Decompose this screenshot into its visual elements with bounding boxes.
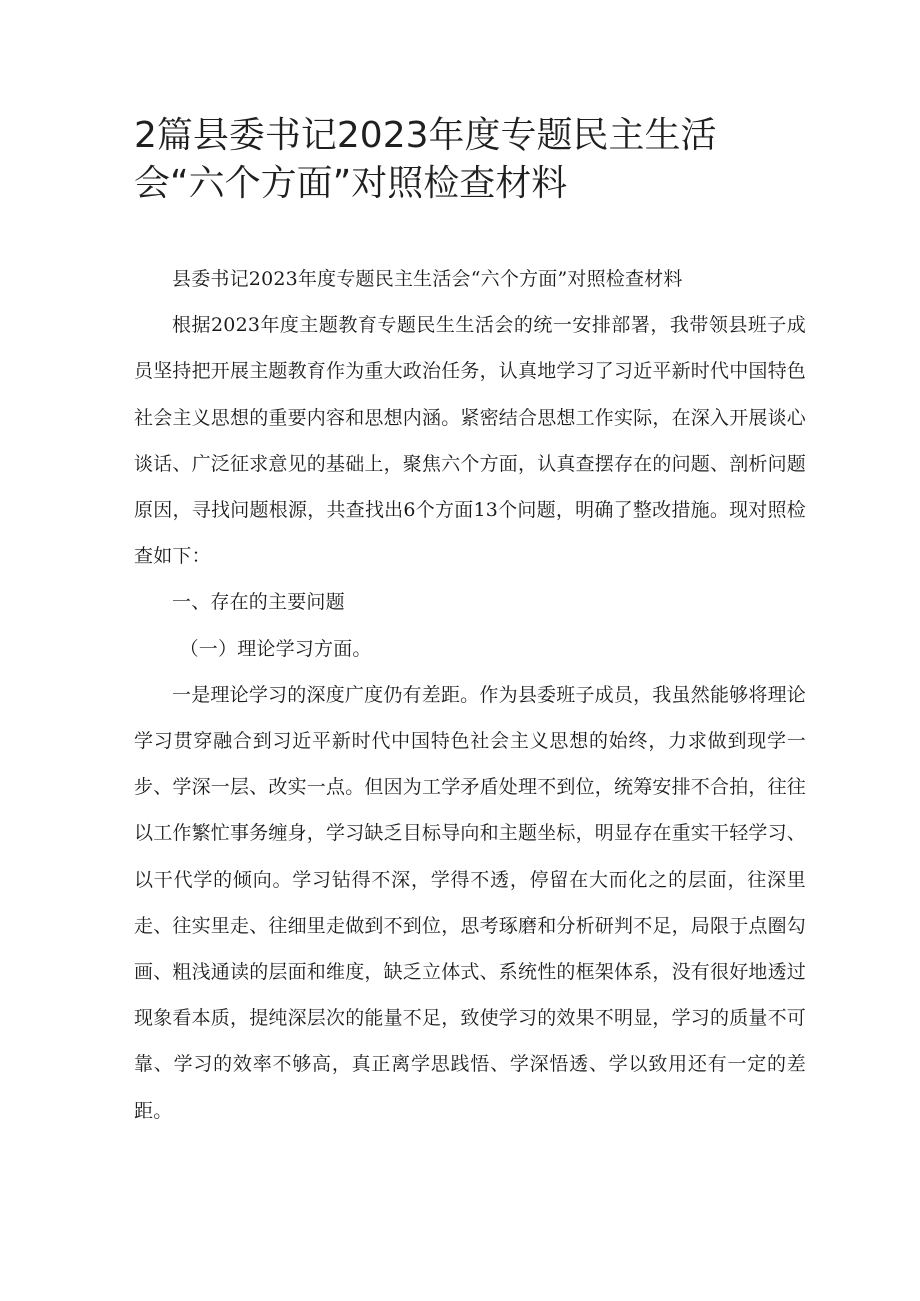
intro-paragraph: 根据2023年度主题教育专题民生生活会的统一安排部署，我带领县班子成员坚持把开展主题教育作为重大政治任务，认真地学习了习近平新时代中国特色社会主义思想的重要内容和思想内涵。紧密结合思想工作实际，在深入开展谈心谈话、广泛征求意见的基础上，聚焦六个方面，认真查摆存在的问题、剖析问题原因，寻找问题根源，共查找出6个方面13个问题，明确了整改措施。现对照检查如下：	[134, 314, 807, 568]
section-heading: 一、存在的主要问题	[172, 591, 345, 614]
document-title: 2篇县委书记2023年度专题民主生活会“六个方面”对照检查材料	[134, 115, 717, 204]
body-paragraph: 一是理论学习的深度广度仍有差距。作为县委班子成员，我虽然能够将理论学习贯穿融合到习近平新时代中国特色社会主义思想的始终，力求做到现学一步、学深一层、改实一点。但因为工学矛盾处理不到位，统筹安排不合拍，往往以工作繁忙事务缠身，学习缺乏目标导向和主题坐标，明显存在重实干轻学习、以干代学的倾向。学习钻得不深，学得不透，停留在大而化之的层面，往深里走、往实里走、往细里走做到不到位，思考琢磨和分析研判不足，局限于点圈勾画、粗浅通读的层面和维度，缺乏立体式、系统性的框架体系，没有很好地透过现象看本质，提纯深层次的能量不足，致使学习的效果不明显，学习的质量不可靠、学习的效率不够高，真正离学思践悟、学深悟透、学以致用还有一定的差距。	[134, 683, 807, 1122]
document-subtitle: 县委书记2023年度专题民主生活会“六个方面”对照检查材料	[172, 268, 683, 290]
document-body	[134, 256, 806, 1134]
subsection-heading: （一）理论学习方面。	[179, 637, 372, 660]
